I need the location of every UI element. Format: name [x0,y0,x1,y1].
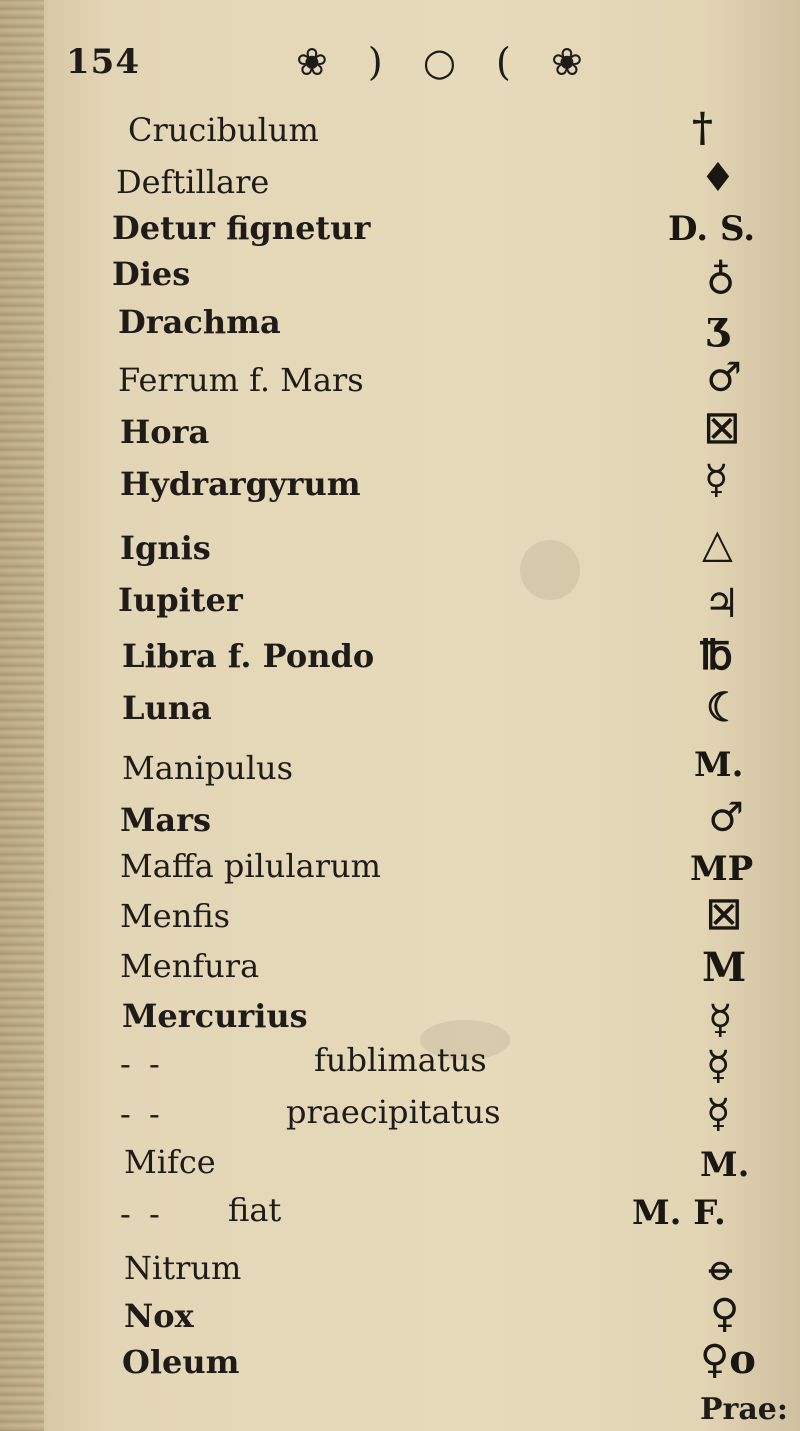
entry-label: Hydrargyrum [120,465,361,503]
entry-label: fublimatus [314,1041,487,1079]
symbol-glyph: M [702,944,747,991]
symbol-glyph: ♦ [700,154,736,201]
entry-label: Crucibulum [128,111,319,149]
entry-label: Deftillare [116,163,270,201]
symbol-glyph: ʒ [706,302,729,349]
symbol-glyph: ☒ [704,406,740,453]
symbol-glyph: ♃ [704,580,740,627]
symbol-glyph: △ [702,520,733,567]
catchword: Prae: [700,1392,788,1427]
entry-label: Manipulus [122,749,294,787]
symbol-glyph: † [692,104,713,151]
entry-label: Ignis [120,529,211,567]
symbol-glyph: ♀o [700,1336,756,1383]
symbol-glyph: ☿ [708,996,733,1043]
page-header [66,40,726,100]
entry-label: Mars [120,801,212,839]
page-gutter-edge [0,0,44,1431]
symbol-glyph: ♁ [706,252,736,299]
symbol-glyph: M. [700,1145,750,1185]
symbol-glyph: ☒ [706,892,742,939]
symbol-glyph: ☿ [706,1042,731,1089]
symbol-glyph: ☿ [706,1090,731,1137]
entry-label: Drachma [118,303,281,341]
page-number: 154 [66,42,140,82]
entry-label: fiat [228,1191,282,1229]
entry-label: Luna [122,689,212,727]
entry-label: Nitrum [124,1249,242,1287]
entry-label: Oleum [122,1343,240,1381]
ditto-mark: - - [120,1195,164,1233]
entry-label: Maffa pilularum [120,847,381,885]
symbol-glyph: M. F. [632,1193,726,1233]
symbol-glyph: ☾ [706,684,742,731]
entry-label: Iupiter [118,581,243,619]
header-ornament: ❀ ) ○ ( ❀ [296,40,597,84]
symbol-glyph: ℔ [700,632,733,679]
entry-label: Detur fignetur [112,209,371,247]
symbol-glyph: ☿ [704,456,729,503]
entry-label: Nox [124,1297,194,1335]
entry-label: Dies [112,255,191,293]
symbol-glyph: MP [690,849,754,889]
entry-label: Ferrum f. Mars [118,361,364,399]
symbol-glyph: ⦵ [704,1242,738,1289]
symbol-glyph: ♂ [706,354,742,401]
entry-label: Mifce [124,1143,216,1181]
ink-bleed-stain [520,540,580,600]
entry-label: Hora [120,413,210,451]
entry-label: Mercurius [122,997,308,1035]
ditto-mark: - - [120,1045,164,1083]
ditto-mark: - - [120,1095,164,1133]
entry-label: praecipitatus [286,1093,501,1131]
symbol-glyph: ♂ [708,794,744,841]
symbol-glyph: ♀ [710,1290,740,1337]
entry-label: Libra f. Pondo [122,637,375,675]
entry-label: Menfis [120,897,231,935]
symbol-glyph: D. S. [668,209,756,249]
entry-label: Menfura [120,947,260,985]
symbol-glyph: M. [694,745,744,785]
